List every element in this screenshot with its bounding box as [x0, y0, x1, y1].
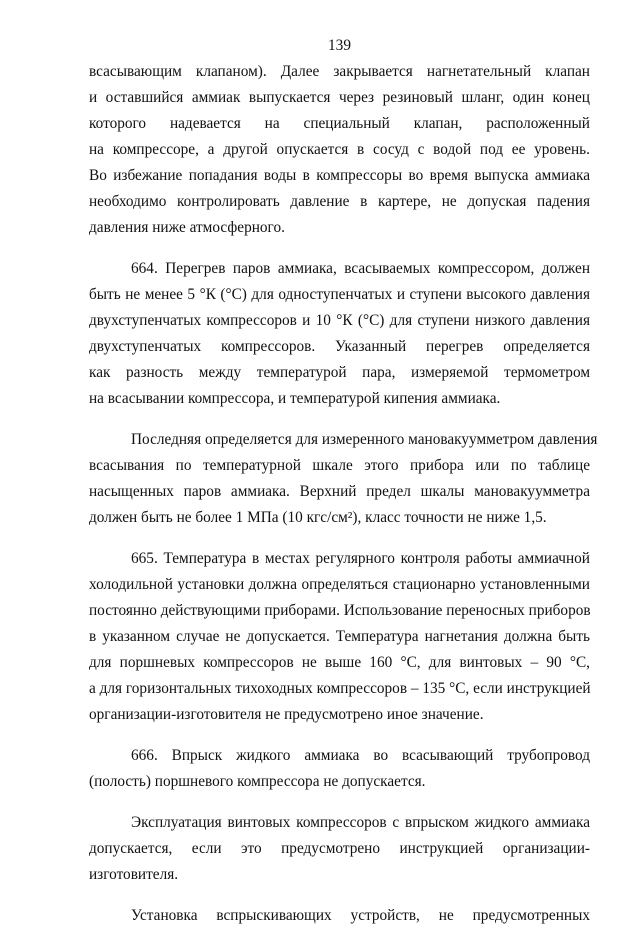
text-line: двухступенчатых компрессоров и 10 °К (°С) для ступени низкого давления — [89, 312, 590, 329]
text-line: всасывающим клапаном). Далее закрывается нагнетательный клапан — [89, 63, 590, 80]
page-number: 139 — [328, 37, 351, 54]
text-line: которого надевается на специальный клапан, расположенный — [89, 115, 590, 132]
text-line: на компрессоре, а другой опускается в сосуд с водой под ее уровень. — [89, 141, 590, 158]
text-line: Последняя определяется для измеренного мановакуумметром давления — [131, 431, 598, 448]
text-line: изготовителя. — [89, 866, 179, 883]
paragraph — [89, 810, 590, 888]
text-line: всасывания по температурной шкале этого прибора или по таблице — [89, 457, 590, 474]
text-line: давления ниже атмосферного. — [89, 219, 285, 236]
text-line: должен быть не более 1 МПа (10 кгс/см²), класс точности не ниже 1,5. — [89, 509, 547, 526]
text-line: и оставшийся аммиак выпускается через резиновый шланг, один конец — [89, 89, 590, 106]
document-page — [89, 34, 598, 944]
text-line: 666. Впрыск жидкого аммиака во всасывающий трубопровод — [131, 747, 590, 764]
text-line: в указанном случае не допускается. Температура нагнетания должна быть — [89, 628, 590, 645]
text-line: 665. Температура в местах регулярного контроля работы аммиачной — [131, 550, 590, 567]
text-line: двухступенчатых компрессоров. Указанный перегрев определяется — [89, 338, 590, 355]
text-line: как разность между температурой пара, измеряемой термометром — [89, 364, 590, 381]
text-line: необходимо контролировать давление в картере, не допуская падения — [89, 193, 590, 210]
text-line: организации-изготовителя не предусмотрено иное значение. — [89, 706, 484, 723]
body-text — [89, 59, 598, 929]
text-line: постоянно действующими приборами. Использование переносных приборов — [89, 602, 591, 619]
paragraph — [89, 903, 590, 929]
text-line: на всасывании компрессора, и температурой кипения аммиака. — [89, 390, 501, 407]
paragraph — [89, 59, 590, 241]
paragraph — [89, 256, 590, 412]
text-line: Во избежание попадания воды в компрессоры во время выпуска аммиака — [89, 167, 590, 184]
text-line: а для горизонтальных тихоходных компрессоров – 135 °С, если инструкцией — [89, 680, 591, 697]
text-line: (полость) поршневого компрессора не допускается. — [89, 773, 426, 790]
text-line: насыщенных паров аммиака. Верхний предел шкалы мановакуумметра — [89, 483, 590, 500]
text-line: Установка вспрыскивающих устройств, не предусмотренных — [131, 907, 590, 924]
paragraph — [89, 546, 590, 728]
text-line: быть не менее 5 °К (°С) для одноступенчатых и ступени высокого давления — [89, 286, 590, 303]
text-line: для поршневых компрессоров не выше 160 °С, для винтовых – 90 °С, — [89, 654, 590, 671]
text-line: допускается, если это предусмотрено инструкцией организации- — [89, 840, 590, 857]
text-line: холодильной установки должна определяться стационарно установленными — [89, 576, 590, 593]
paragraph — [89, 743, 590, 795]
text-line: Эксплуатация винтовых компрессоров с впрыском жидкого аммиака — [131, 814, 590, 831]
paragraph — [89, 427, 598, 531]
text-line: 664. Перегрев паров аммиака, всасываемых компрессором, должен — [131, 260, 590, 277]
